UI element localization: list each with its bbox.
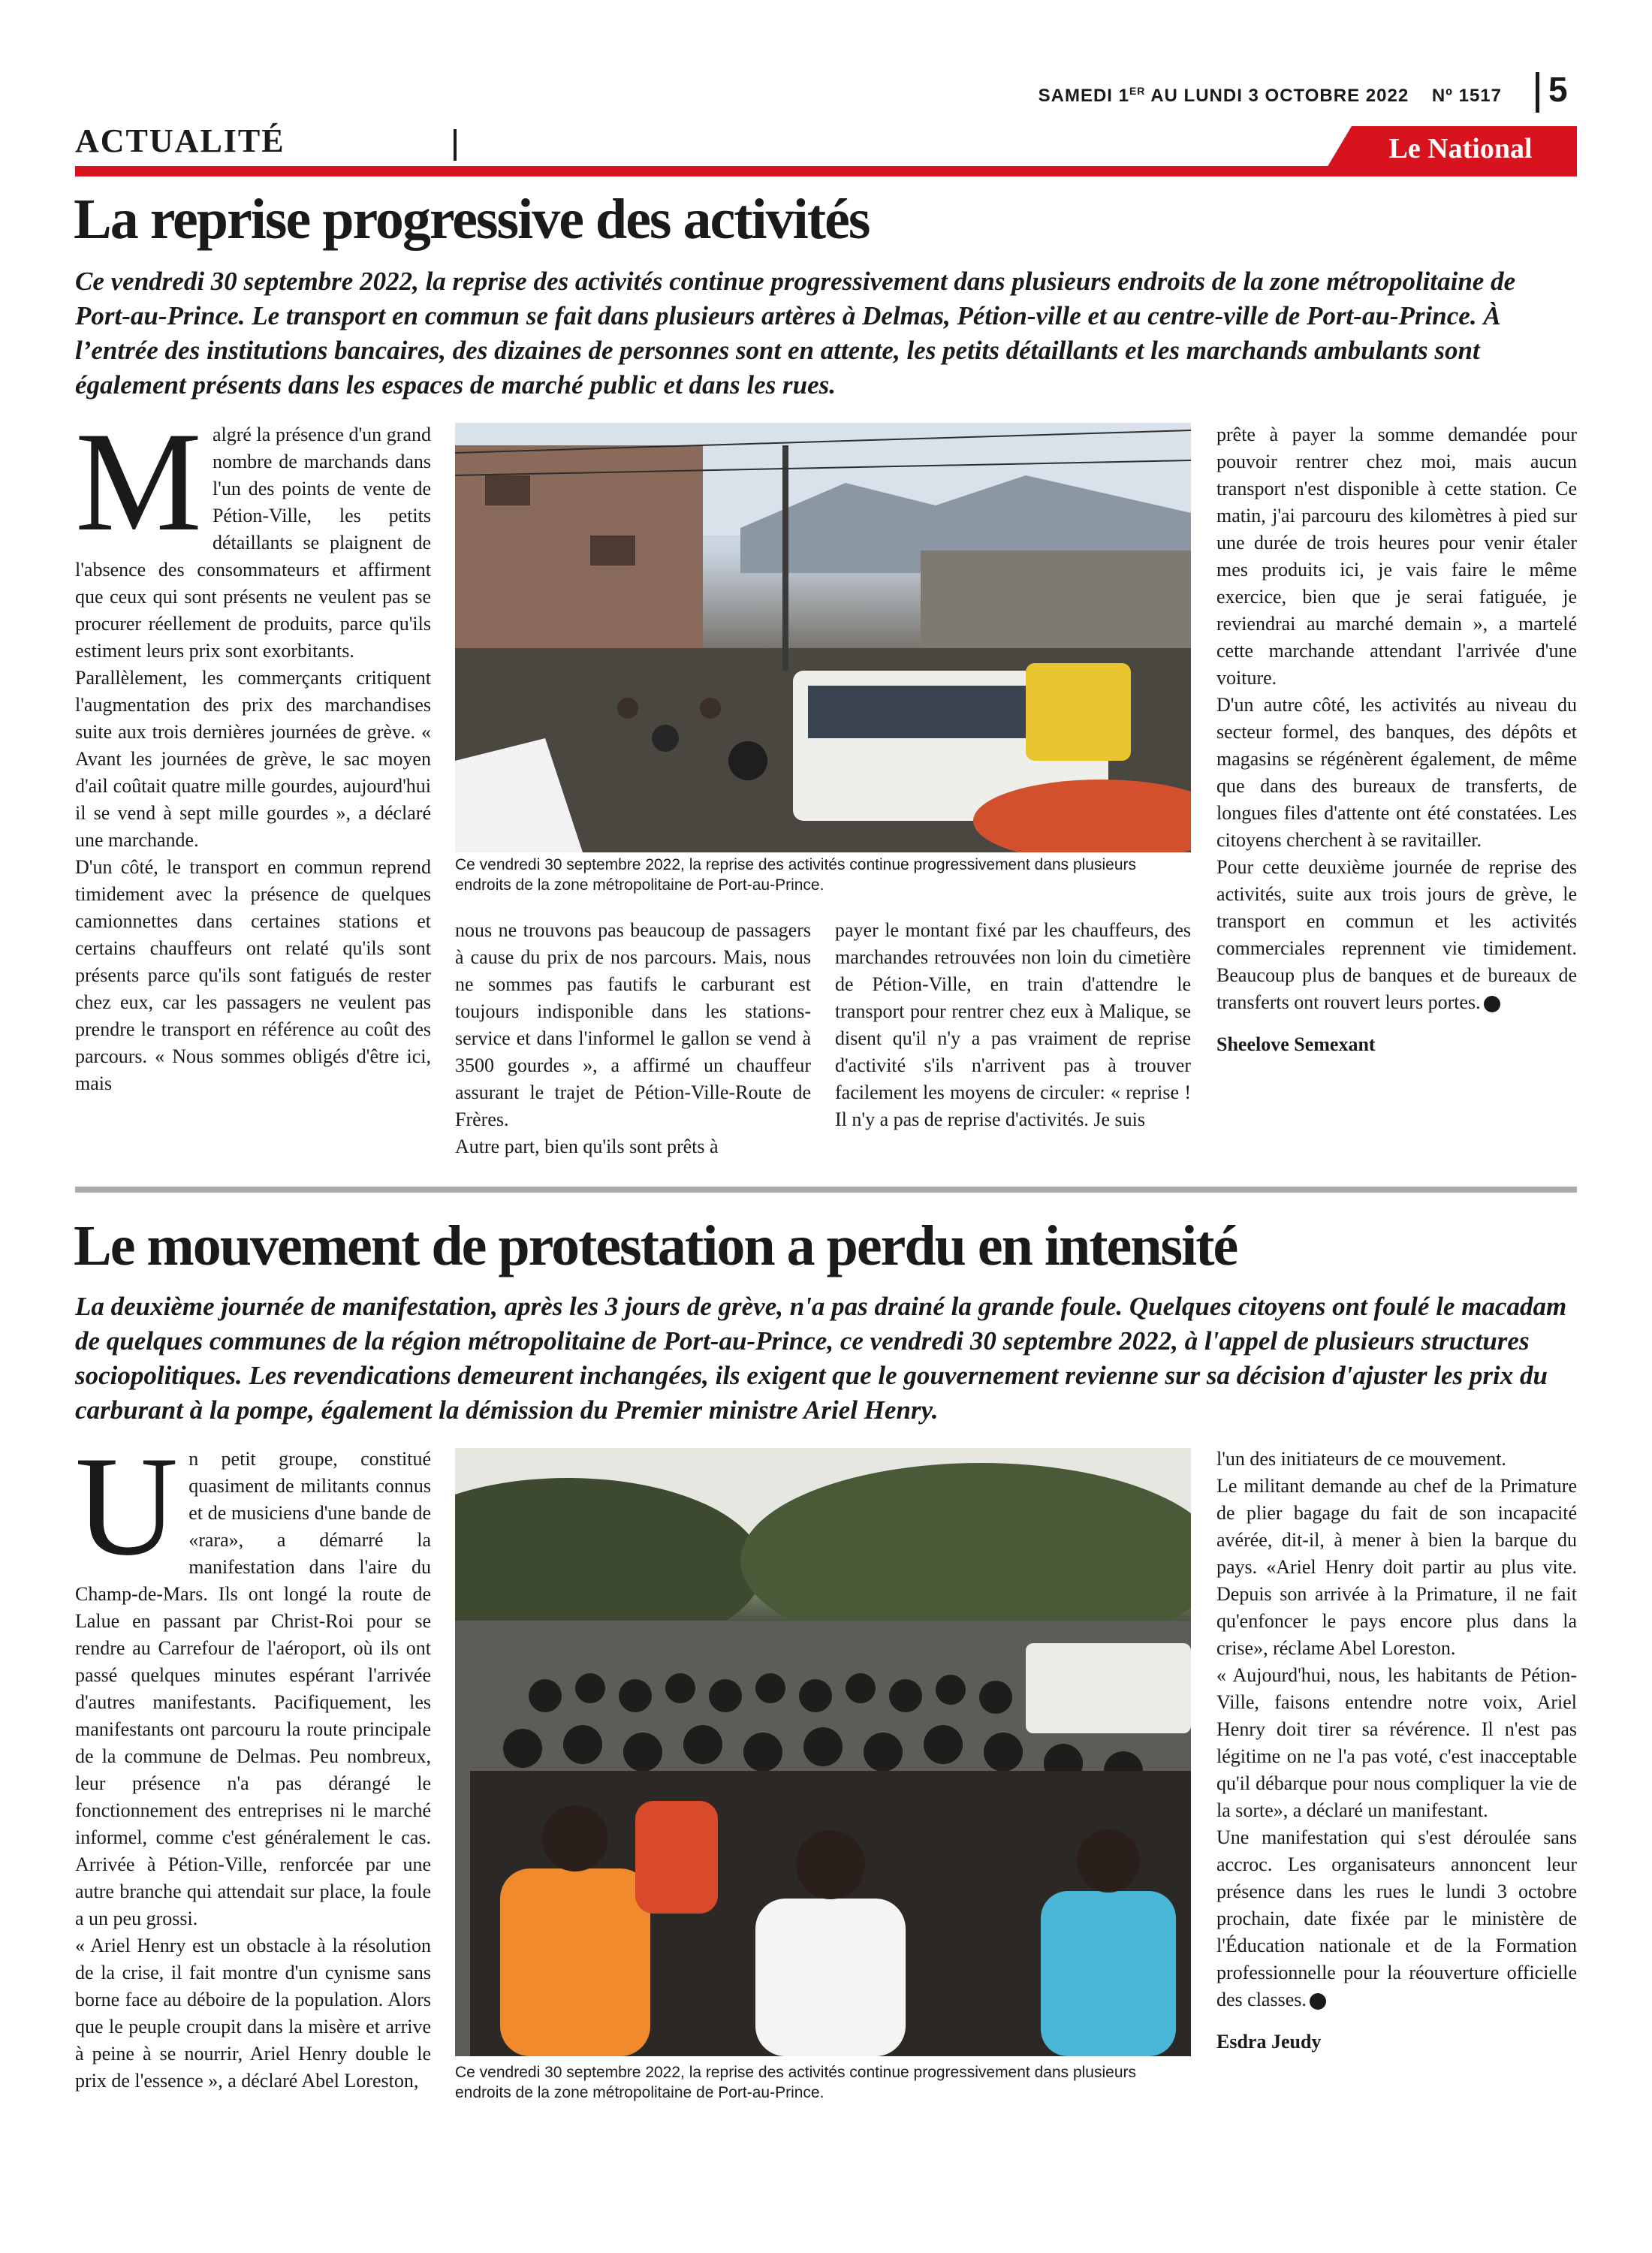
article2-paragraph: « Aujourd'hui, nous, les habitants de Pétion-Ville, faisons entendre notre voix, Ariel Henry doit tirer sa révérence. Il n'est pas légitime on ne l'a pas voté, c'est inacceptable qu'il débarque pour nous compliquer la vie de la sorte», a déclaré un manifestant. <box>1216 1664 1577 1821</box>
article1-headline: La reprise progressive des activités <box>74 188 870 251</box>
article2-paragraph: Le militant demande au chef de la Primature de plier bagage du fait de son incapacité avérée, dit-il, à mener à bien la barque du pays. «Ariel Henry doit partir au plus vite. Depuis son arrivée à la Primature, il ne fait qu'enfoncer le pays encore plus dans la crise», réclame Abel Loreston. <box>1216 1475 1577 1659</box>
article1-paragraph: D'un autre côté, les activités au niveau du secteur formel, des banques, des dépôts et magasins se régénèrent également, de même que dans des bureaux de transferts, de longues files d'attente ont été constatées. Les citoyens cherchent à se ravitailler. <box>1216 694 1577 851</box>
article1-photo-caption: Ce vendredi 30 septembre 2022, la reprise des activités continue progressivement dans plusieurs endroits de la zone métropolitaine de Port-au-Prince. <box>455 856 1136 894</box>
date-superscript: ER <box>1129 85 1146 97</box>
article2-deck: La deuxième journée de manifestation, après les 3 jours de grève, n'a pas drainé la grande foule. Quelques citoyens ont foulé le macadam de quelques communes de la région métropolitaine de Port-au-Prince, ce vendredi 30 septembre 2022, à l'appel de plusieurs structures sociopolitiques. Les revendications demeurent inchangées, ils exigent que le gouvernement revienne sur sa décision d'ajuster les prix du carburant à la pompe, également la démission du Premier ministre Ariel Henry. <box>75 1292 1567 1425</box>
article2-photo <box>455 1448 1191 2056</box>
end-mark-icon <box>1484 996 1500 1012</box>
article1-photo <box>455 423 1191 852</box>
article1-paragraph: nous ne trouvons pas beaucoup de passagers à cause du prix de nos parcours. Mais, nous ne sommes pas fautifs le carburant est toujours indisponible dans les stations-service et dans l'informel le gallon se vend à 3500 gourdes », a affirmé un chauffeur assurant le trajet de Pétion-Ville-Route de Frères. <box>455 919 811 1130</box>
page-number: 5 <box>1548 70 1568 109</box>
end-mark-icon <box>1310 1993 1326 2010</box>
article1-paragraph: Autre part, bien qu'ils sont prêts à <box>455 1136 719 1157</box>
issue-number: Nº 1517 <box>1431 86 1502 106</box>
article2-paragraph: n petit groupe, constitué quasiment de militants connus et de musiciens d'une bande de «rara», a démarré la manifestation dans l'aire du Champ-de-Mars. Ils ont longé la route de Lalue en passant par Christ-Roi pour se rendre au Carrefour de l'aéroport, où ils ont passé quelques minutes espérant l'arrivée d'autres manifestants. Pacifiquement, les manifestants ont parcouru la route principale de la commune de Delmas. Peu nombreux, leur présence n'a pas dérangé le fonctionnement des entreprises ni le marché informel, comme c'est généralement le cas. Arrivée à Pétion-Ville, renforcée par une autre branche qui attendait sur place, la foule a un peu grossi. <box>75 1448 431 1929</box>
section-label: ACTUALITÉ <box>75 122 285 159</box>
street-traffic-illustration <box>455 423 1191 852</box>
article1-paragraph: D'un côté, le transport en commun reprend timidement avec la présence de quelques camionnettes dans certaines stations et certains chauffeurs ont relaté qu'ils sont présents parce qu'ils sont fatigués de rester chez eux, car les passagers ne veulent pas prendre le transport en référence au coût des parcours. « Nous sommes obligés d'être ici, mais <box>75 856 431 1094</box>
date-day: SAMEDI 1 <box>1038 86 1129 106</box>
article1-column-4 <box>1216 421 1577 1058</box>
article2-paragraph: « Ariel Henry est un obstacle à la résolution de la crise, il fait montre d'un cynisme sans borne face au déboire de la population. Alors que le peuple croupit dans la misère et arrive à peine à se nourrir, Ariel Henry double le prix de l'essence », a déclaré Abel Loreston, <box>75 1935 431 2092</box>
article1-deck: Ce vendredi 30 septembre 2022, la reprise des activités continue progressivement dans plusieurs endroits de la zone métropolitaine de Port-au-Prince. Le transport en commun se fait dans plusieurs artères à Delmas, Pétion-ville et au centre-ville de Port-au-Prince. À l’entrée des institutions bancaires, des dizaines de personnes sont en attente, les petits détaillants et les marchands ambulants sont également présents dans les espaces de marché public et dans les rues. <box>75 267 1516 400</box>
article1-paragraph: Parallèlement, les commerçants critiquent l'augmentation des prix des marchandises suite aux trois dernières journées de grève. « Avant les journées de grève, le sac moyen d'ail coûtait quatre mille gourdes, aujourd'hui il se vend à sept mille gourdes », a déclaré une marchande. <box>75 667 431 851</box>
article2-photo-caption: Ce vendredi 30 septembre 2022, la reprise des activités continue progressivement dans plusieurs endroits de la zone métropolitaine de Port-au-Prince. <box>455 2064 1136 2101</box>
article1-column-3 <box>835 917 1191 1133</box>
page-number-divider <box>1536 72 1539 113</box>
article2-paragraph: Une manifestation qui s'est déroulée sans accroc. Les organisateurs annoncent leur présence dans les rues le lundi 3 octobre prochain, date fixée par le ministère de l'Éducation nationale et de la Formation professionnelle pour la réouverture officielle des classes. <box>1216 1826 1577 2010</box>
article2-column-1 <box>75 1428 431 2095</box>
article2-column-3 <box>1216 1446 1577 2055</box>
protest-crowd-illustration <box>455 1448 1191 2056</box>
article2-byline: Esdra Jeudy <box>1216 2031 1322 2052</box>
article1-paragraph: algré la présence d'un grand nombre de marchands dans l'un des points de vente de Pétion-Ville, les petits détaillants se plaignent de l'absence des consommateurs et affirment que ceux qui sont présents ne veulent pas se procurer réellement de produits, parce qu'ils estiment leurs prix sont exorbitants. <box>75 424 431 662</box>
issue-date-line <box>901 85 1502 107</box>
article1-paragraph: prête à payer la somme demandée pour pouvoir rentrer chez moi, mais aucun transport n'est disponible à cette station. Ce matin, j'ai parcouru des kilomètres à pied sur une durée de trois heures pour venir étaler mes produits ici, je vais faire le même exercice, bien que je serai fatiguée, je reviendrai au marché demain », a martelé cette marchande attendant l'arrivée d'une voiture. <box>1216 424 1577 689</box>
article2-paragraph: l'un des initiateurs de ce mouvement. <box>1216 1448 1506 1470</box>
article-divider <box>75 1187 1577 1193</box>
article1-dropcap: M <box>75 403 202 561</box>
newspaper-brand: Le National <box>1388 133 1533 164</box>
article1-paragraph: Pour cette deuxième journée de reprise des activités, suite aux trois jours de grève, le transport en commun et les activités commerciales reprennent vie timidement. Beaucoup plus de banques et de bureaux de transferts ont rouvert leurs portes. <box>1216 856 1577 1013</box>
article1-column-1 <box>75 403 431 1097</box>
article2-dropcap: U <box>75 1428 179 1585</box>
article2-headline: Le mouvement de protestation a perdu en intensité <box>74 1214 1237 1277</box>
section-divider <box>454 129 457 161</box>
article1-column-2 <box>455 917 811 1160</box>
date-rest: AU LUNDI 3 OCTOBRE 2022 <box>1145 86 1409 106</box>
article1-paragraph: payer le montant fixé par les chauffeurs, des marchandes retrouvées non loin du cimetière de Pétion-Ville, en train d'attendre le transport pour rentrer chez eux à Malique, se disent qu'il n'y a pas vraiment de reprise d'activité s'ils n'arrivent pas à trouver facilement les moyens de circuler: « reprise ! Il n'y a pas de reprise d'activités. Je suis <box>835 919 1191 1130</box>
article1-byline: Sheelove Semexant <box>1216 1033 1376 1055</box>
